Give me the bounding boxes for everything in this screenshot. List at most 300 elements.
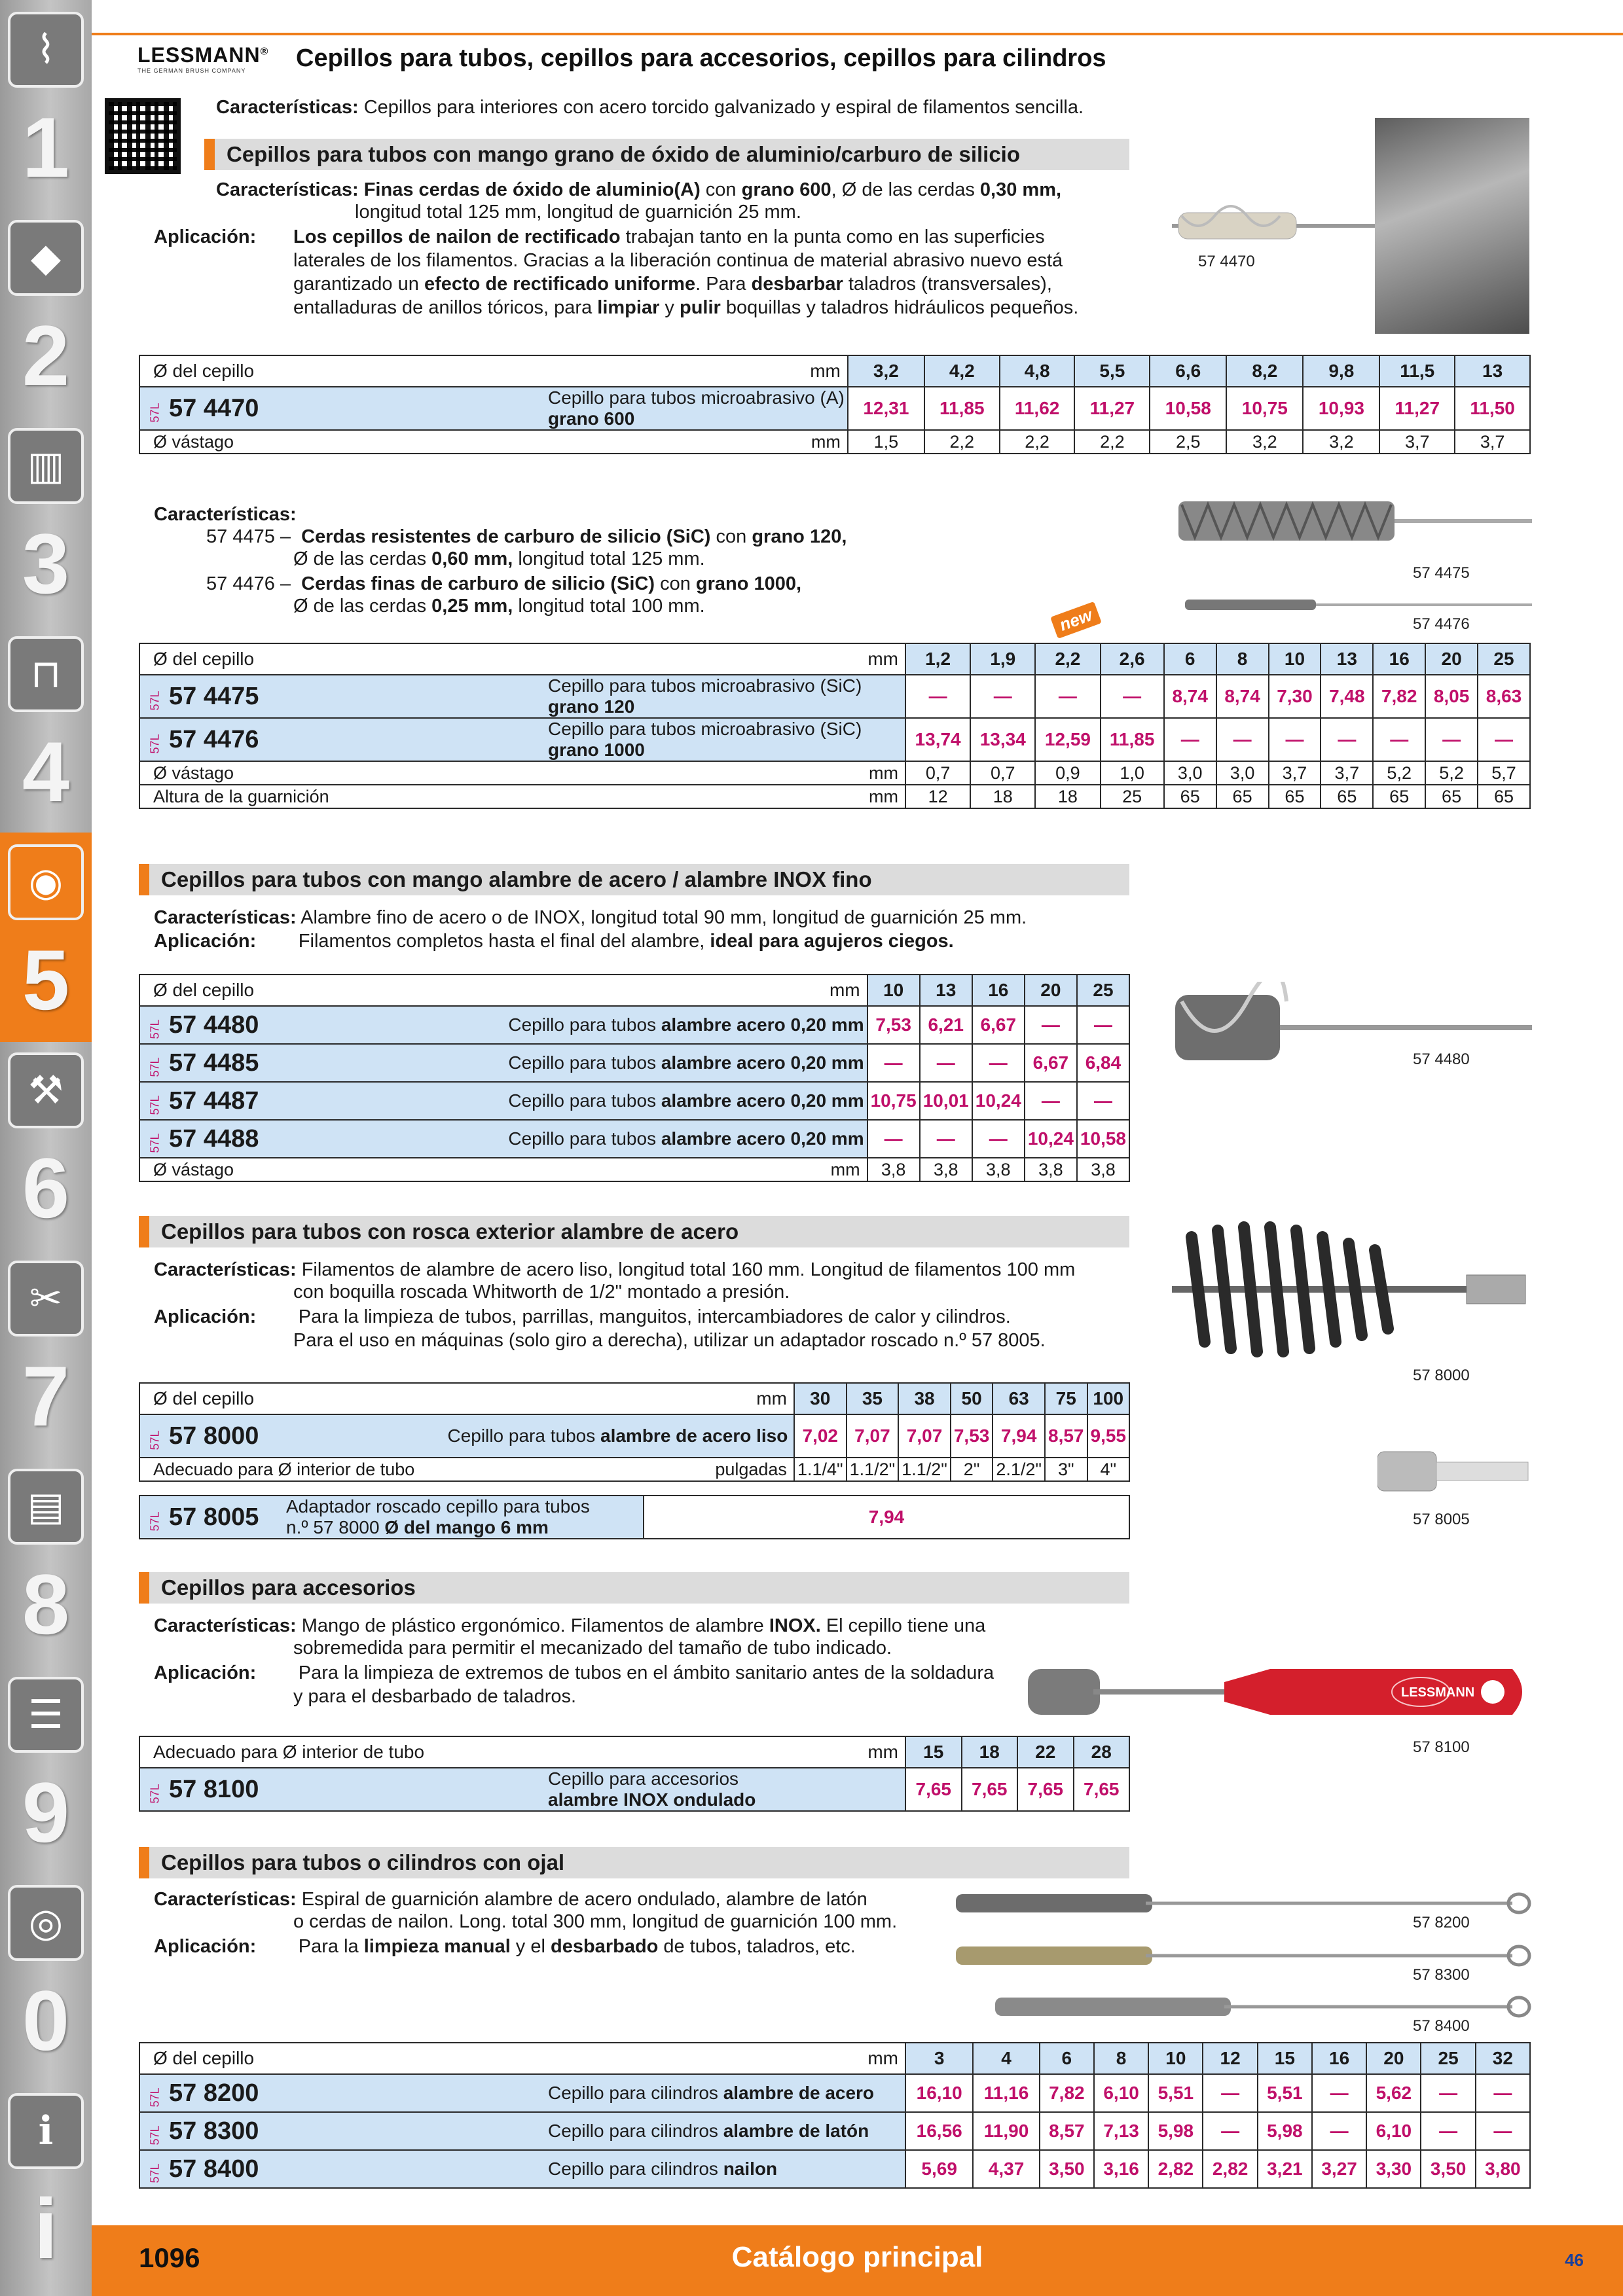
desc-text: Cepillo para tubos [508, 1128, 661, 1149]
desc-bold: alambre acero 0,20 mm [661, 1014, 864, 1035]
spec-cell: 3,8 [1025, 1158, 1077, 1181]
spec-cell: 18 [1035, 785, 1100, 808]
header-label: Ø del cepillo [139, 355, 545, 387]
table-574475-574476 [139, 643, 1531, 809]
sidebar-tab-6[interactable] [0, 1041, 92, 1250]
sidebar-tab-number: 7 [22, 1348, 70, 1444]
spec-cell: 18 [970, 785, 1035, 808]
page-number: 1096 [139, 2242, 200, 2273]
sidebar-tab-2[interactable] [0, 208, 92, 418]
size-header: 11,5 [1379, 355, 1455, 387]
price-cell: 11,50 [1455, 387, 1530, 430]
sidebar-tab-number: i [33, 2181, 58, 2276]
size-header: 2,2 [1035, 643, 1100, 675]
spec-cell: 3,2 [1226, 430, 1303, 454]
spec-cell: 3,8 [867, 1158, 920, 1181]
price-cell: 10,24 [1025, 1120, 1077, 1158]
product-description [545, 2112, 905, 2150]
desc-bold: grano 1000 [548, 740, 645, 760]
price-cell: 6,67 [972, 1006, 1025, 1044]
size-header: 16 [1312, 2043, 1366, 2074]
header-unit: mm [445, 1383, 794, 1414]
qr-code[interactable] [105, 98, 181, 174]
size-header: 12 [1203, 2043, 1257, 2074]
s1-apl-line1: Los cepillos de nailon de rectificado trabajan tanto en la punta como en las superficies [293, 226, 1045, 247]
sidebar-tab-number: 2 [22, 308, 70, 403]
size-header: 75 [1045, 1383, 1087, 1414]
product-image-578000 [1165, 1217, 1532, 1361]
size-header: 32 [1476, 2043, 1530, 2074]
price-cell: 7,07 [898, 1414, 951, 1458]
table-578200-578400 [139, 2042, 1531, 2189]
ref-578100: 57 8100 [1413, 1738, 1470, 1756]
price-cell: 16,10 [905, 2074, 973, 2112]
spec-cell: 3,7 [1455, 430, 1530, 454]
spec-cell: 3,7 [1269, 761, 1321, 785]
price-cell: — [920, 1044, 972, 1082]
product-code: 57 4476 [169, 725, 259, 753]
sidebar-tab-4[interactable] [0, 624, 92, 834]
desc-text: Cepillo para tubos microabrasivo (SiC) [548, 719, 862, 739]
footer-unit: mm [545, 785, 905, 808]
price-cell: — [1035, 675, 1100, 718]
spec-cell: 2,2 [924, 430, 1000, 454]
price-cell: — [970, 675, 1035, 718]
price-cell: 10,24 [972, 1082, 1025, 1120]
price-cell: 10,58 [1150, 387, 1226, 430]
product-code-cell [139, 1120, 505, 1158]
s1-apl-line3: garantizado un efecto de rectificado uniforme. Para desbarbar taladros (transversales), [293, 274, 1052, 295]
price-cell: 13,74 [905, 718, 970, 761]
size-header: 25 [1421, 2043, 1475, 2074]
size-header: 22 [1017, 1736, 1074, 1768]
price-cell: 7,94 [644, 1496, 1129, 1539]
sidebar-tab-number: 1 [22, 99, 70, 195]
drill-bit-icon: ⌇ [8, 12, 84, 88]
catalog-title: Catálogo principal [731, 2241, 983, 2273]
product-code: 57 8200 [169, 2079, 259, 2107]
price-cell: 6,21 [920, 1006, 972, 1044]
price-cell: — [1203, 2112, 1257, 2150]
sidebar-tab-7[interactable] [0, 1249, 92, 1458]
price-cell: — [1421, 2112, 1475, 2150]
ref-574470: 57 4470 [1198, 253, 1255, 270]
product-description [445, 1414, 794, 1458]
section-title-threaded: Cepillos para tubos con rosca exterior alambre de acero [139, 1216, 1129, 1247]
price-cell: 10,93 [1303, 387, 1379, 430]
product-code-cell [139, 1768, 545, 1811]
sidebar-tab-0[interactable] [0, 1873, 92, 2083]
price-cell: — [972, 1044, 1025, 1082]
price-cell: — [867, 1120, 920, 1158]
product-code: 57 8005 [169, 1503, 259, 1531]
s5-car-line1: Características: Mango de plástico ergonómico. Filamentos de alambre INOX. El cepillo tiene una [154, 1615, 986, 1636]
table-578005 [139, 1495, 1130, 1539]
application-photo-drill [1375, 118, 1529, 334]
size-header: 28 [1074, 1736, 1130, 1768]
sidebar-tab-number: 4 [22, 724, 70, 819]
header-unit: mm [545, 355, 848, 387]
product-code-cell [139, 2074, 545, 2112]
price-cell: 3,27 [1312, 2150, 1366, 2188]
price-cell: 7,65 [1017, 1768, 1074, 1811]
spec-cell: 65 [1164, 785, 1216, 808]
series-tag: 57L [148, 1511, 162, 1532]
spec-cell: 3,2 [1303, 430, 1379, 454]
safety-goggles-icon: ◎ [8, 1885, 84, 1961]
footer-label: Ø vástago [139, 1158, 505, 1181]
s4-car-line1: Características: Filamentos de alambre de acero liso, longitud total 160 mm. Longitud de filamentos 100 mm [154, 1259, 1076, 1280]
product-row [139, 2112, 1530, 2150]
price-cell: 7,07 [847, 1414, 899, 1458]
pliers-icon: ✂ [8, 1261, 84, 1336]
header-unit: mm [505, 975, 867, 1006]
product-description [505, 1082, 867, 1120]
price-cell: 7,82 [1373, 675, 1425, 718]
price-cell: — [1216, 718, 1269, 761]
desc-text: Cepillo para tubos microabrasivo (SiC) [548, 675, 862, 696]
product-row [139, 1044, 1129, 1082]
spec-cell: 1.1/4" [794, 1458, 847, 1481]
footer-label: Adecuado para Ø interior de tubo [139, 1458, 445, 1481]
product-description [283, 1496, 644, 1539]
product-description [545, 2074, 905, 2112]
size-header: 3 [905, 2043, 973, 2074]
price-cell: — [1203, 2074, 1257, 2112]
spec-cell: 3,0 [1216, 761, 1269, 785]
sidebar-tab-9[interactable] [0, 1665, 92, 1874]
s6-apl: Aplicación: Para la limpieza manual y el desbarbado de tubos, taladros, etc. [154, 1936, 856, 1957]
size-header: 63 [993, 1383, 1045, 1414]
sidebar-tab-3[interactable] [0, 416, 92, 626]
price-cell: — [1101, 675, 1164, 718]
price-cell: 7,53 [867, 1006, 920, 1044]
product-code: 57 4480 [169, 1011, 259, 1039]
price-cell: — [1476, 2074, 1530, 2112]
price-cell: 3,50 [1421, 2150, 1475, 2188]
price-cell: 7,65 [905, 1768, 962, 1811]
s2-line4: Ø de las cerdas 0,25 mm, longitud total 100 mm. [293, 596, 705, 617]
wrench-icon: ⚒ [8, 1052, 84, 1128]
footer-unit: mm [545, 430, 848, 454]
price-cell: 7,65 [1074, 1768, 1130, 1811]
price-cell: — [1025, 1082, 1077, 1120]
price-cell: 8,74 [1164, 675, 1216, 718]
chapter-sidebar [0, 0, 92, 2296]
product-row [139, 2150, 1530, 2188]
product-row [139, 675, 1530, 718]
price-cell: — [920, 1120, 972, 1158]
price-cell: 11,85 [924, 387, 1000, 430]
price-cell: 2,82 [1148, 2150, 1203, 2188]
size-header: 5,5 [1074, 355, 1150, 387]
s1-car-line2: longitud total 125 mm, longitud de guarnición 25 mm. [355, 202, 801, 223]
size-header: 9,8 [1303, 355, 1379, 387]
spec-cell: 3,8 [1077, 1158, 1129, 1181]
price-cell: 12,59 [1035, 718, 1100, 761]
price-cell: 11,27 [1074, 387, 1150, 430]
footer-unit: mm [505, 1158, 867, 1181]
price-cell: 7,94 [993, 1414, 1045, 1458]
s6-car-line1: Características: Espiral de guarnición alambre de acero ondulado, alambre de latón [154, 1889, 867, 1910]
desc-text: Cepillo para tubos [508, 1014, 661, 1035]
product-image-574470 [1172, 196, 1375, 255]
size-header: 1,9 [970, 643, 1035, 675]
s4-apl-line2: Para el uso en máquinas (solo giro a derecha), utilizar un adaptador roscado n.º 57 8005. [293, 1330, 1046, 1351]
desc-bold: alambre acero 0,20 mm [661, 1090, 864, 1111]
product-description [505, 1120, 867, 1158]
size-header: 2,6 [1101, 643, 1164, 675]
size-header: 18 [962, 1736, 1018, 1768]
header-label: Ø del cepillo [139, 643, 545, 675]
s5-apl-line1: Aplicación: Para la limpieza de extremos de tubos en el ámbito sanitario antes de la soldadura [154, 1662, 994, 1683]
price-cell: — [1321, 718, 1373, 761]
ref-578400: 57 8400 [1413, 2017, 1470, 2035]
price-cell: — [905, 675, 970, 718]
spec-cell: 0,9 [1035, 761, 1100, 785]
ref-574480: 57 4480 [1413, 1050, 1470, 1068]
sidebar-tab-i[interactable] [0, 2081, 92, 2291]
size-header: 6,6 [1150, 355, 1226, 387]
size-header: 8,2 [1226, 355, 1303, 387]
desc-bold: nailon [723, 2159, 778, 2179]
s1-apl-line2: laterales de los filamentos. Gracias a la liberación continua de material abrasivo nuevo está [293, 250, 1063, 271]
desc-bold: alambre de acero liso [600, 1426, 788, 1446]
s3-apl: Aplicación: Filamentos completos hasta el final del alambre, ideal para agujeros ciegos. [154, 931, 954, 952]
spec-cell: 1.1/2" [847, 1458, 899, 1481]
desc-text: n.º 57 8000 [286, 1517, 385, 1537]
product-image-578200-578300-578400 [949, 1885, 1532, 2029]
sidebar-tab-number: 9 [22, 1765, 70, 1860]
spec-cell: 2.1/2" [993, 1458, 1045, 1481]
size-header: 4,8 [1000, 355, 1075, 387]
sidebar-tab-number: 5 [22, 932, 70, 1028]
product-image-578005 [1377, 1445, 1535, 1498]
header-unit: mm [545, 643, 905, 675]
spec-cell: 0,7 [970, 761, 1035, 785]
price-cell: 8,63 [1478, 675, 1530, 718]
spec-cell: 2" [951, 1458, 993, 1481]
s1-apl-label: Aplicación: [154, 226, 257, 247]
footer-index: 46 [1565, 2250, 1584, 2270]
spec-cell: 65 [1373, 785, 1425, 808]
price-cell: 7,48 [1321, 675, 1373, 718]
s2-car-label: Características: [154, 504, 297, 525]
sidebar-tab-number: 3 [22, 516, 70, 611]
price-cell: — [1478, 718, 1530, 761]
s1-apl-line4: entalladuras de anillos tóricos, para limpiar y pulir boquillas y taladros hidráulicos pequeños. [293, 297, 1079, 318]
spec-cell: 1,5 [848, 430, 924, 454]
price-cell: 8,57 [1045, 1414, 1087, 1458]
price-cell: 16,56 [905, 2112, 973, 2150]
price-cell: 10,58 [1077, 1120, 1129, 1158]
spec-cell: 65 [1478, 785, 1530, 808]
size-header: 10 [1148, 2043, 1203, 2074]
series-tag: 57L [148, 733, 162, 754]
product-image-574480 [1175, 982, 1532, 1073]
header-unit: mm [545, 1736, 905, 1768]
price-cell: 5,51 [1148, 2074, 1203, 2112]
price-cell: — [972, 1120, 1025, 1158]
s5-car-line2: sobremedida para permitir el mecanizado del tamaño de tubo indicado. [293, 1638, 892, 1659]
product-description [545, 387, 848, 430]
series-tag: 57L [148, 690, 162, 711]
product-code-cell [139, 718, 545, 761]
size-header: 10 [1269, 643, 1321, 675]
spec-cell: 5,2 [1425, 761, 1478, 785]
size-header: 4 [973, 2043, 1039, 2074]
size-header: 100 [1087, 1383, 1130, 1414]
table-578000 [139, 1382, 1130, 1482]
product-code: 57 8300 [169, 2117, 259, 2145]
spec-cell: 65 [1425, 785, 1478, 808]
spec-cell: 3,8 [972, 1158, 1025, 1181]
series-tag: 57L [148, 1132, 162, 1153]
price-cell: 5,98 [1148, 2112, 1203, 2150]
sidebar-tab-8[interactable] [0, 1457, 92, 1666]
sidebar-tab-number: 8 [22, 1556, 70, 1652]
price-cell: — [1164, 718, 1216, 761]
series-tag: 57L [148, 1056, 162, 1077]
size-header: 20 [1366, 2043, 1421, 2074]
series-tag: 57L [148, 402, 162, 423]
section-title-steel-wire: Cepillos para tubos con mango alambre de acero / alambre INOX fino [139, 864, 1129, 895]
new-badge: new [1050, 601, 1101, 639]
footer-label: Ø vástago [139, 430, 545, 454]
product-code: 57 4470 [169, 394, 259, 422]
product-row [139, 1414, 1129, 1458]
product-description [545, 675, 905, 718]
desc-bold: alambre INOX ondulado [548, 1789, 756, 1810]
price-cell: 9,55 [1087, 1414, 1130, 1458]
spec-cell: 12 [905, 785, 970, 808]
size-header: 25 [1478, 643, 1530, 675]
grinding-disc-icon: ◉ [8, 844, 84, 920]
desc-text: Adaptador roscado cepillo para tubos [286, 1496, 590, 1516]
spec-cell: 5,7 [1478, 761, 1530, 785]
sidebar-tab-number: 6 [22, 1140, 70, 1236]
spec-cell: 2,2 [1000, 430, 1075, 454]
desc-bold: alambre de acero [723, 2083, 875, 2103]
product-code-cell [139, 1044, 505, 1082]
size-header: 10 [867, 975, 920, 1006]
footer-label: Ø vástago [139, 761, 545, 785]
price-cell: — [1269, 718, 1321, 761]
brand-logo: LESSMANN® THE GERMAN BRUSH COMPANY [137, 43, 269, 74]
workbench-drawer-icon: ☰ [8, 1677, 84, 1753]
product-code: 57 4487 [169, 1086, 259, 1115]
product-row [139, 1006, 1129, 1044]
spec-cell: 3" [1045, 1458, 1087, 1481]
desc-text: Cepillo para cilindros [548, 2083, 723, 2103]
size-header: 8 [1094, 2043, 1148, 2074]
product-code-cell [139, 2112, 545, 2150]
size-header: 38 [898, 1383, 951, 1414]
price-cell: 3,50 [1040, 2150, 1094, 2188]
size-header: 6 [1164, 643, 1216, 675]
size-header: 25 [1077, 975, 1129, 1006]
size-header: 50 [951, 1383, 993, 1414]
price-cell: 11,16 [973, 2074, 1039, 2112]
series-tag: 57L [148, 2125, 162, 2145]
size-header: 13 [1321, 643, 1373, 675]
s4-apl-line1: Aplicación: Para la limpieza de tubos, parrillas, manguitos, intercambiadores de calor y cilindros. [154, 1306, 1011, 1327]
price-cell: 3,80 [1476, 2150, 1530, 2188]
desc-text: Cepillo para tubos [447, 1426, 600, 1446]
product-row [139, 718, 1530, 761]
header-label: Ø del cepillo [139, 975, 505, 1006]
product-row [139, 387, 1530, 430]
page-title: Cepillos para tubos, cepillos para accesorios, cepillos para cilindros [296, 45, 1106, 72]
section-title-accessories: Cepillos para accesorios [139, 1572, 1129, 1604]
desc-text: Cepillo para tubos [508, 1090, 661, 1111]
s4-car-line2: con boquilla roscada Whitworth de 1/2" montado a presión. [293, 1282, 790, 1302]
spec-cell: 4" [1087, 1458, 1130, 1481]
product-description [545, 1768, 905, 1811]
spec-cell: 1.1/2" [898, 1458, 951, 1481]
size-header: 3,2 [848, 355, 924, 387]
desc-bold: grano 120 [548, 696, 635, 717]
price-cell: 5,51 [1258, 2074, 1312, 2112]
product-description [505, 1044, 867, 1082]
product-code: 57 8100 [169, 1775, 259, 1803]
price-cell: 7,30 [1269, 675, 1321, 718]
s6-car-line2: o cerdas de nailon. Long. total 300 mm, longitud de guarnición 100 mm. [293, 1911, 898, 1932]
size-header: 13 [1455, 355, 1530, 387]
spec-cell: 65 [1216, 785, 1269, 808]
header-label: Ø del cepillo [139, 1383, 445, 1414]
price-cell: 5,98 [1258, 2112, 1312, 2150]
table-574470 [139, 355, 1531, 454]
desc-text: Cepillo para cilindros [548, 2159, 723, 2179]
price-cell: 13,34 [970, 718, 1035, 761]
price-cell: 12,31 [848, 387, 924, 430]
product-code: 57 8400 [169, 2155, 259, 2183]
series-tag: 57L [148, 2162, 162, 2183]
s2-line3: 57 4476 – Cerdas finas de carburo de silicio (SiC) con grano 1000, [206, 573, 802, 594]
price-cell: 8,57 [1040, 2112, 1094, 2150]
price-cell: 7,82 [1040, 2074, 1094, 2112]
product-code: 57 8000 [169, 1422, 259, 1450]
series-tag: 57L [148, 2087, 162, 2108]
spec-cell: 25 [1101, 785, 1164, 808]
size-header: 20 [1425, 643, 1478, 675]
product-row [139, 1120, 1129, 1158]
product-code-cell [139, 675, 545, 718]
product-code-cell [139, 2150, 545, 2188]
spec-cell: 65 [1269, 785, 1321, 808]
series-tag: 57L [148, 1783, 162, 1804]
desc-bold: alambre acero 0,20 mm [661, 1128, 864, 1149]
section-title-cylinders: Cepillos para tubos o cilindros con ojal [139, 1847, 1129, 1878]
price-cell: 6,67 [1025, 1044, 1077, 1082]
product-row [139, 1496, 1129, 1539]
chuck-icon: ▥ [8, 428, 84, 504]
sidebar-tab-5[interactable] [0, 833, 92, 1042]
info-icon: ℹ [8, 2093, 84, 2169]
price-cell: — [1077, 1082, 1129, 1120]
price-cell: 11,85 [1101, 718, 1164, 761]
size-header: 6 [1040, 2043, 1094, 2074]
size-header: 4,2 [924, 355, 1000, 387]
spec-cell: 65 [1321, 785, 1373, 808]
product-image-574475-574476 [1178, 488, 1532, 619]
product-code-cell [139, 1414, 445, 1458]
product-description [505, 1006, 867, 1044]
ref-578000: 57 8000 [1413, 1367, 1470, 1384]
sidebar-tab-1[interactable] [0, 0, 92, 209]
price-cell: 10,75 [867, 1082, 920, 1120]
